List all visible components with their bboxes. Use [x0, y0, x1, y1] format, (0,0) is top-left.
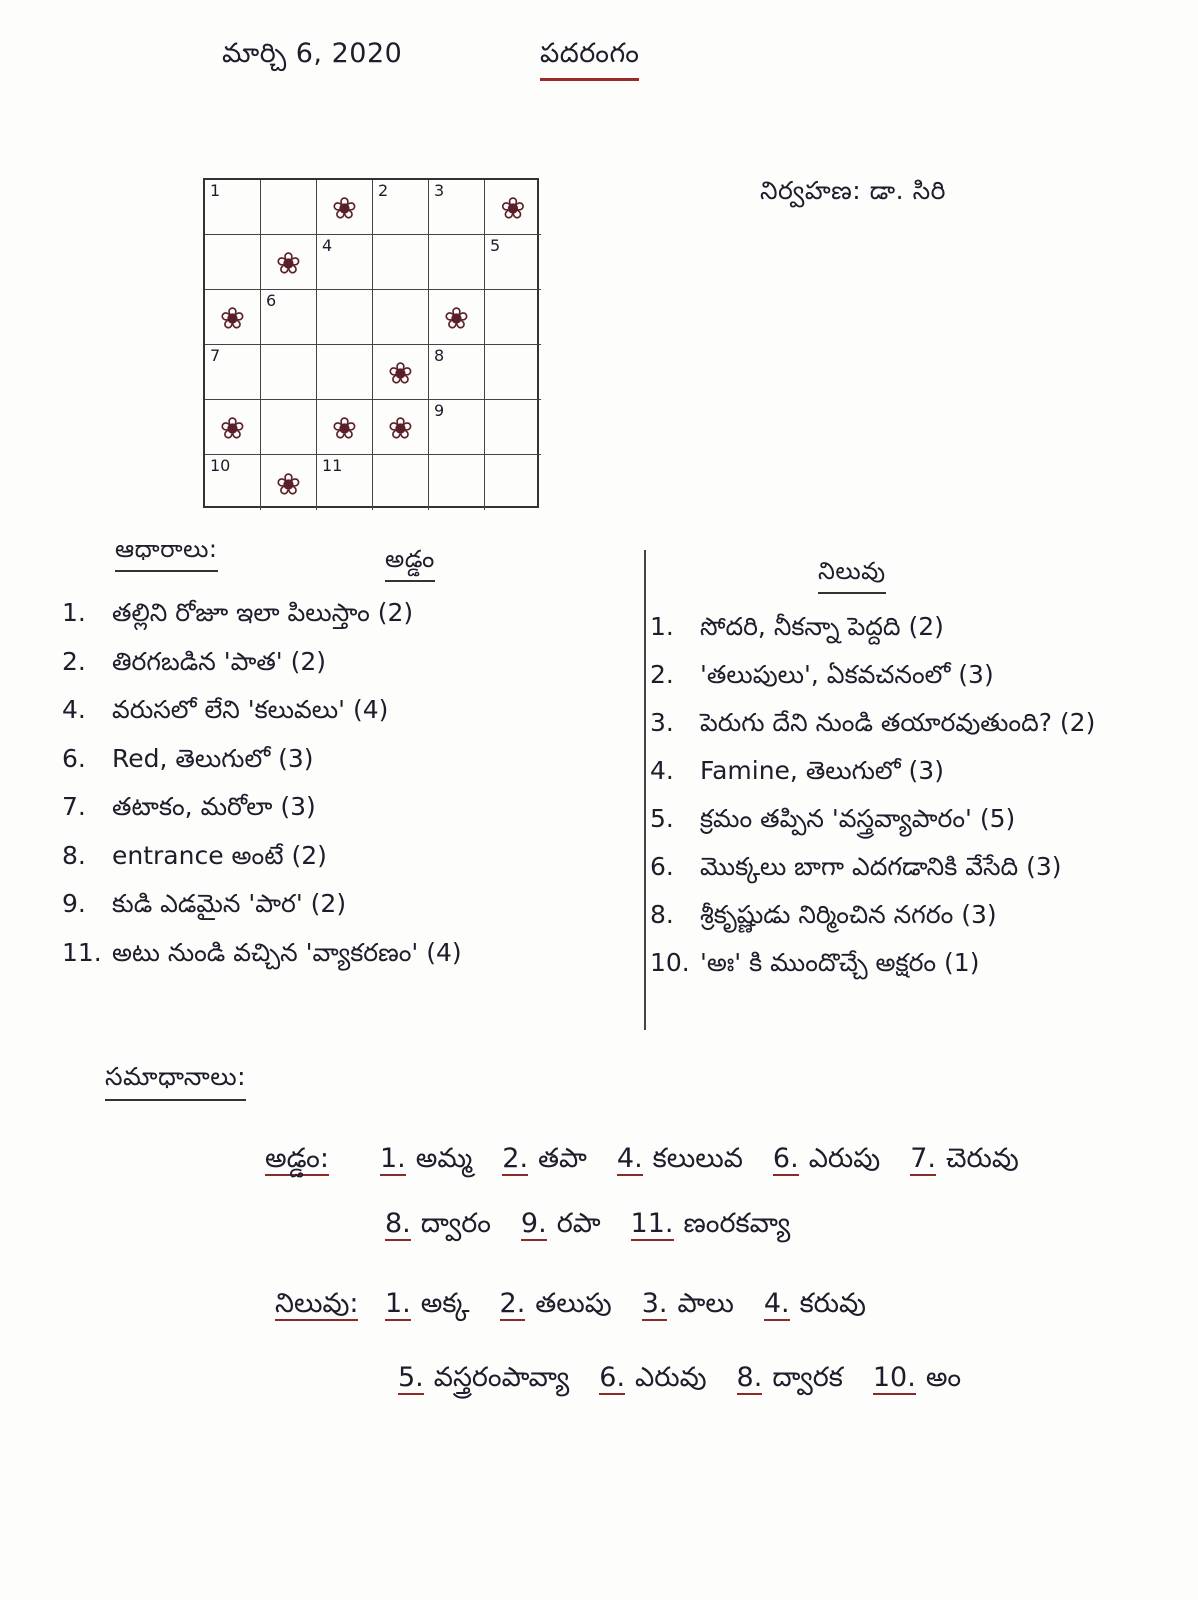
answer-item — [773, 1143, 880, 1174]
answer-number: 8. — [736, 1362, 763, 1393]
across-clue — [62, 598, 413, 634]
grid-cell — [205, 235, 261, 290]
answers-down-label — [275, 1288, 358, 1326]
clue-number: 8. — [650, 900, 674, 929]
down-label: నిలువు: — [275, 1288, 359, 1319]
grid-cell — [429, 455, 485, 510]
grid-cell — [485, 345, 541, 400]
flower-icon: ❀ — [500, 191, 526, 227]
clue-text: పెరుగు దేని నుండి తయారవుతుంది? (2) — [700, 708, 1096, 737]
answer-number: 8. — [385, 1208, 411, 1239]
cell-number: 6 — [266, 291, 277, 310]
grid-cell — [317, 180, 373, 235]
answer-word: అం — [925, 1362, 962, 1393]
clue-text: అటు నుండి వచ్చిన 'వ్యాకరణం' (4) — [112, 937, 462, 967]
answer-word: అక్క — [420, 1288, 470, 1319]
down-heading: నిలువు — [818, 557, 886, 594]
down-clue — [650, 708, 1095, 744]
answer-item — [642, 1288, 734, 1319]
clue-number: 10. — [650, 948, 690, 977]
grid-cell — [429, 400, 485, 455]
across-clue — [62, 792, 316, 828]
grid-cell — [373, 180, 429, 235]
grid-cell — [317, 235, 373, 290]
across-clue — [62, 647, 326, 683]
answer-item — [521, 1208, 601, 1239]
answer-number: 5. — [398, 1362, 424, 1393]
grid-cell — [317, 455, 373, 510]
clue-text: మొక్కలు బాగా ఎదగడానికి వేసేది (3) — [700, 852, 1062, 881]
answer-item — [500, 1288, 612, 1319]
answer-item — [631, 1208, 791, 1239]
grid-cell — [205, 400, 261, 455]
cell-number: 11 — [322, 456, 343, 475]
across-clue — [62, 938, 462, 974]
flower-icon: ❀ — [331, 411, 358, 447]
answer-number: 3. — [641, 1288, 668, 1319]
grid-cell — [261, 180, 317, 235]
across-clue — [62, 841, 327, 877]
answer-item — [599, 1362, 706, 1393]
cell-number: 4 — [322, 236, 333, 255]
answer-word: పాలు — [677, 1288, 734, 1319]
grid-cell — [373, 400, 429, 455]
grid-cell — [261, 290, 317, 345]
across-clue — [62, 695, 388, 731]
answers-across-line-1 — [380, 1143, 1049, 1181]
grid-cell — [485, 400, 541, 455]
answer-word: వస్త్రరంపావ్యా — [433, 1362, 570, 1393]
answer-item — [737, 1362, 843, 1393]
grid-cell — [317, 400, 373, 455]
clue-text: తల్లిని రోజూ ఇలా పిలుస్తాం (2) — [112, 598, 414, 627]
grid-cell — [261, 400, 317, 455]
cell-number: 3 — [434, 181, 445, 200]
answer-word: ద్వారక — [772, 1362, 843, 1393]
answer-word: ద్వారం — [420, 1208, 491, 1239]
clue-text: Red, తెలుగులో (3) — [112, 743, 314, 773]
grid-cell — [373, 290, 429, 345]
grid-cell — [373, 345, 429, 400]
date: మార్చి 6, 2020 — [222, 38, 403, 69]
answer-item — [502, 1143, 587, 1174]
clue-number: 2. — [650, 660, 674, 689]
cell-number: 7 — [210, 346, 221, 365]
clue-text: entrance అంటే (2) — [112, 840, 327, 870]
cell-number: 10 — [210, 456, 231, 475]
grid-cell — [261, 345, 317, 400]
across-label: అడ్డం: — [265, 1143, 329, 1174]
grid-cell — [261, 235, 317, 290]
grid-cell — [317, 290, 373, 345]
answer-number: 7. — [910, 1143, 936, 1174]
grid-cell — [429, 345, 485, 400]
answer-word: తపా — [538, 1143, 587, 1174]
answer-word: కలులువ — [652, 1143, 743, 1174]
down-clue — [650, 612, 944, 648]
cell-number: 2 — [378, 181, 389, 200]
clue-number: 2. — [62, 646, 86, 676]
answer-item — [617, 1143, 743, 1174]
flower-icon: ❀ — [331, 191, 358, 227]
flower-icon: ❀ — [219, 301, 246, 337]
flower-icon: ❀ — [387, 356, 414, 392]
answer-word: చెరువు — [945, 1143, 1019, 1174]
clue-text: Famine, తెలుగులో (3) — [700, 756, 944, 785]
clue-number: 6. — [62, 743, 86, 773]
answer-word: తలుపు — [535, 1288, 612, 1319]
column-divider — [644, 550, 646, 1030]
clue-number: 9. — [62, 889, 86, 918]
clue-text: శ్రీకృష్ణుడు నిర్మించిన నగరం (3) — [700, 900, 997, 929]
grid-cell — [205, 180, 261, 235]
clue-number: 7. — [62, 792, 86, 821]
answer-item — [764, 1288, 866, 1319]
answer-number: 2. — [499, 1288, 526, 1319]
clue-text: కుడి ఎడమైన 'పార' (2) — [112, 889, 347, 918]
answer-word: ణంరకవ్యా — [683, 1208, 791, 1239]
answer-word: ఎరువు — [635, 1362, 707, 1393]
answer-number: 1. — [380, 1143, 406, 1174]
grid-cell — [485, 290, 541, 345]
down-clue — [650, 900, 997, 936]
answers-down-line-2 — [398, 1362, 991, 1400]
down-clue — [650, 948, 979, 984]
flower-icon: ❀ — [275, 466, 302, 502]
clue-number: 8. — [62, 840, 86, 870]
across-clue — [62, 744, 314, 780]
grid-cell — [429, 235, 485, 290]
clue-text: తిరగబడిన 'పాత' (2) — [112, 646, 327, 676]
answer-item — [385, 1208, 491, 1239]
answer-number: 6. — [599, 1362, 626, 1393]
answer-item — [385, 1288, 470, 1319]
grid-cell — [429, 290, 485, 345]
answer-word: ఎరుపు — [808, 1143, 881, 1174]
flower-icon: ❀ — [275, 246, 302, 282]
grid-cell — [485, 235, 541, 290]
answer-number: 9. — [520, 1208, 547, 1239]
answer-item — [398, 1362, 569, 1393]
grid-cell — [317, 345, 373, 400]
answer-number: 10. — [872, 1362, 916, 1393]
down-clue — [650, 660, 994, 696]
grid-cell — [373, 235, 429, 290]
clue-number: 6. — [650, 852, 674, 881]
answer-number: 6. — [772, 1143, 799, 1174]
grid-cell — [205, 290, 261, 345]
grid-cell — [205, 455, 261, 510]
answer-word: కరువు — [799, 1288, 866, 1319]
clues-heading: ఆధారాలు: — [115, 535, 218, 572]
answer-number: 11. — [630, 1208, 674, 1239]
clue-text: 'తలుపులు', ఏకవచనంలో (3) — [700, 660, 994, 689]
grid-cell — [205, 345, 261, 400]
clue-number: 4. — [650, 756, 674, 785]
grid-cell — [429, 180, 485, 235]
page-title: పదరంగం — [540, 38, 639, 81]
author-credit: నిర్వహణ: డా. సిరి — [760, 176, 946, 205]
answer-number: 4. — [763, 1288, 790, 1319]
answer-item — [873, 1362, 961, 1393]
answers-across-label — [265, 1143, 329, 1181]
cell-number: 8 — [434, 346, 445, 365]
answer-number: 4. — [616, 1143, 643, 1174]
crossword-grid — [203, 178, 539, 508]
down-clue — [650, 852, 1062, 888]
grid-cell — [485, 455, 541, 510]
clue-number: 11. — [62, 937, 102, 967]
clue-number: 5. — [650, 804, 674, 833]
across-clue — [62, 889, 346, 925]
down-clue — [650, 756, 944, 792]
clue-number: 4. — [62, 695, 86, 724]
clue-number: 3. — [650, 708, 674, 737]
answer-number: 2. — [502, 1143, 529, 1174]
flower-icon: ❀ — [387, 411, 414, 447]
answer-number: 1. — [385, 1288, 411, 1319]
answer-word: అమ్మ — [415, 1143, 473, 1174]
clue-number: 1. — [62, 598, 86, 627]
down-clue — [650, 804, 1015, 840]
answers-down-line-1 — [385, 1288, 896, 1326]
clue-text: వరుసలో లేని 'కలువలు' (4) — [112, 695, 389, 724]
cell-number: 1 — [210, 181, 221, 200]
grid-cell — [373, 455, 429, 510]
across-heading: అడ్డం — [385, 545, 435, 582]
flower-icon: ❀ — [219, 411, 246, 447]
answers-heading: సమాధానాలు: — [105, 1062, 246, 1101]
clue-text: క్రమం తప్పిన 'వస్త్రవ్యాపారం' (5) — [700, 804, 1016, 833]
clue-number: 1. — [650, 612, 674, 641]
cell-number: 9 — [434, 401, 445, 420]
flower-icon: ❀ — [443, 301, 470, 337]
clue-text: తటాకం, మరోలా (3) — [112, 792, 316, 821]
answer-item — [380, 1143, 472, 1174]
answers-across-line-2 — [385, 1208, 820, 1246]
answer-word: రపా — [556, 1208, 601, 1239]
grid-cell — [261, 455, 317, 510]
clue-text: 'అః' కి ముందొచ్చే అక్షరం (1) — [700, 948, 980, 977]
clue-text: సోదరి, నీకన్నా పెద్దది (2) — [700, 612, 944, 641]
grid-cell — [485, 180, 541, 235]
answer-item — [910, 1143, 1019, 1174]
cell-number: 5 — [490, 236, 501, 255]
